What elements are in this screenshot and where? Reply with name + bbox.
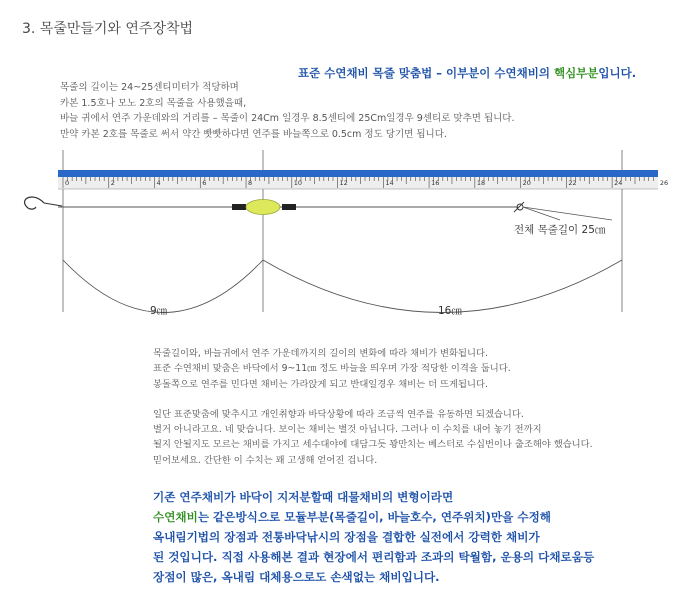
right-length-label: 16㎝: [438, 305, 462, 317]
summary-line: 된 것입니다. 직접 사용해본 결과 현장에서 편리함과 조과의 탁월함, 운용의 다채로움등: [153, 550, 595, 564]
summary-line: 옥내림기법의 장점과 전통바닥낚시의 장점을 결합한 실전에서 강력한 채비가: [153, 530, 540, 544]
ruler-tick-label: 20: [522, 179, 531, 187]
ruler-tick-label: 2: [110, 179, 115, 187]
summary-line: 기존 연주채비가 바닥이 지저분할때 대물채비의 변형이라면: [153, 490, 454, 504]
note-line: 봉돌쪽으로 연주를 민다면 채비는 가라앉게 되고 반대일경우 채비는 더 뜨게됩니다.: [153, 378, 488, 390]
note-line: 될지 안될지도 모르는 채비를 가지고 세수대야에 대담그듯 꽝만치는 베스터로 수십번이나 출조해야 했습니다.: [153, 439, 593, 451]
ruler-tick-label: 0: [65, 179, 70, 187]
note-spacer: [153, 392, 593, 407]
intro-line: 카본 1.5호나 모노 2호의 목줄을 사용했을때,: [60, 97, 247, 109]
intro-line: 목줄의 길이는 24~25센티미터가 적당하며: [60, 82, 239, 93]
total-length-label: 전체 목줄길이 25㎝: [514, 224, 606, 236]
ruler-tick-label: 18: [476, 179, 486, 187]
note-line: 믿어보세요. 간단한 이 수치는 꽤 고생해 얻어진 겁니다.: [153, 454, 378, 466]
summary-line: [153, 507, 594, 527]
summary-line-rest: 는 같은방식으로 모듈부분(목줄길이, 바늘호수, 연주위치)만을 수정해: [197, 510, 551, 524]
summary-text: [153, 487, 594, 587]
ruler-tick-label: 22: [568, 179, 577, 187]
headline: [298, 65, 636, 81]
total-length-pointer: [523, 207, 560, 220]
ruler: [58, 170, 668, 189]
intro-text: [60, 80, 515, 142]
note-line: 일단 표준맞춤에 맞추시고 개인취향과 바닥상황에 따라 조금씩 연주를 유동하면 되겠습니다.: [153, 408, 524, 420]
ruler-tick-label: 6: [202, 179, 207, 187]
section-title: 3. 목줄만들기와 연주장착법: [22, 21, 194, 37]
ruler-tick-label: 24: [614, 179, 623, 187]
note-line: 목줄길이와, 바늘귀에서 연주 가운데까지의 길이의 변화에 따라 채비가 변화됩니다.: [153, 348, 488, 359]
total-length-pointer-2: [523, 207, 612, 220]
headline-part1: 표준 수연채비 목줄 맞춤법 – 이부분이 수연채비의: [298, 66, 554, 80]
ruler-tick-label: 4: [156, 179, 161, 187]
intro-line: 바늘 귀에서 연주 가운데와의 거리를 – 목줄이 24Cm 일경우 8.5센티에 25Cm일경우 9센티로 맞추면 됩니다.: [60, 113, 515, 124]
hook-eye-line: [44, 203, 62, 206]
bead-stopper-left: [232, 204, 246, 210]
ruler-tick-label: 14: [385, 179, 394, 187]
ruler-tick-label: 12: [339, 179, 348, 187]
ruler-tick-label: 8: [248, 179, 253, 187]
fishing-rig: [25, 197, 612, 220]
note-line: 별거 아니라고요. 네 맞습니다. 보이는 채비는 별것 아닙니다. 그러나 이 수치를 내어 놓기 전까지: [153, 424, 542, 436]
left-length-label: 9㎝: [150, 305, 168, 317]
rig-diagram: [0, 140, 700, 350]
ruler-tick-label: 10: [293, 179, 303, 187]
ruler-tick-label: 16: [431, 179, 440, 187]
ruler-top-bar: [58, 170, 658, 177]
ruler-tick-label: 26: [659, 179, 669, 187]
notes-text: [153, 346, 593, 468]
summary-highlight: 수연채비: [153, 510, 198, 524]
hook-icon: [25, 197, 44, 209]
headline-part2: 입니다.: [598, 66, 637, 80]
intro-line: 만약 카본 2호를 목줄로 써서 약간 빳빳하다면 연주를 바늘쪽으로 0.5cm 정도 당기면 됩니다.: [60, 128, 447, 140]
summary-line: 장점이 많은, 옥내림 대체용으로도 손색없는 채비입니다.: [153, 570, 440, 584]
bead-stopper-right: [282, 204, 296, 210]
note-line: 표준 수연채비 맞춤은 바닥에서 9~11㎝ 정도 바늘을 띄우며 가장 적당한 이격을 둡니다.: [153, 363, 511, 375]
bead-icon: [246, 200, 280, 215]
headline-highlight: 핵심부분: [553, 66, 599, 80]
